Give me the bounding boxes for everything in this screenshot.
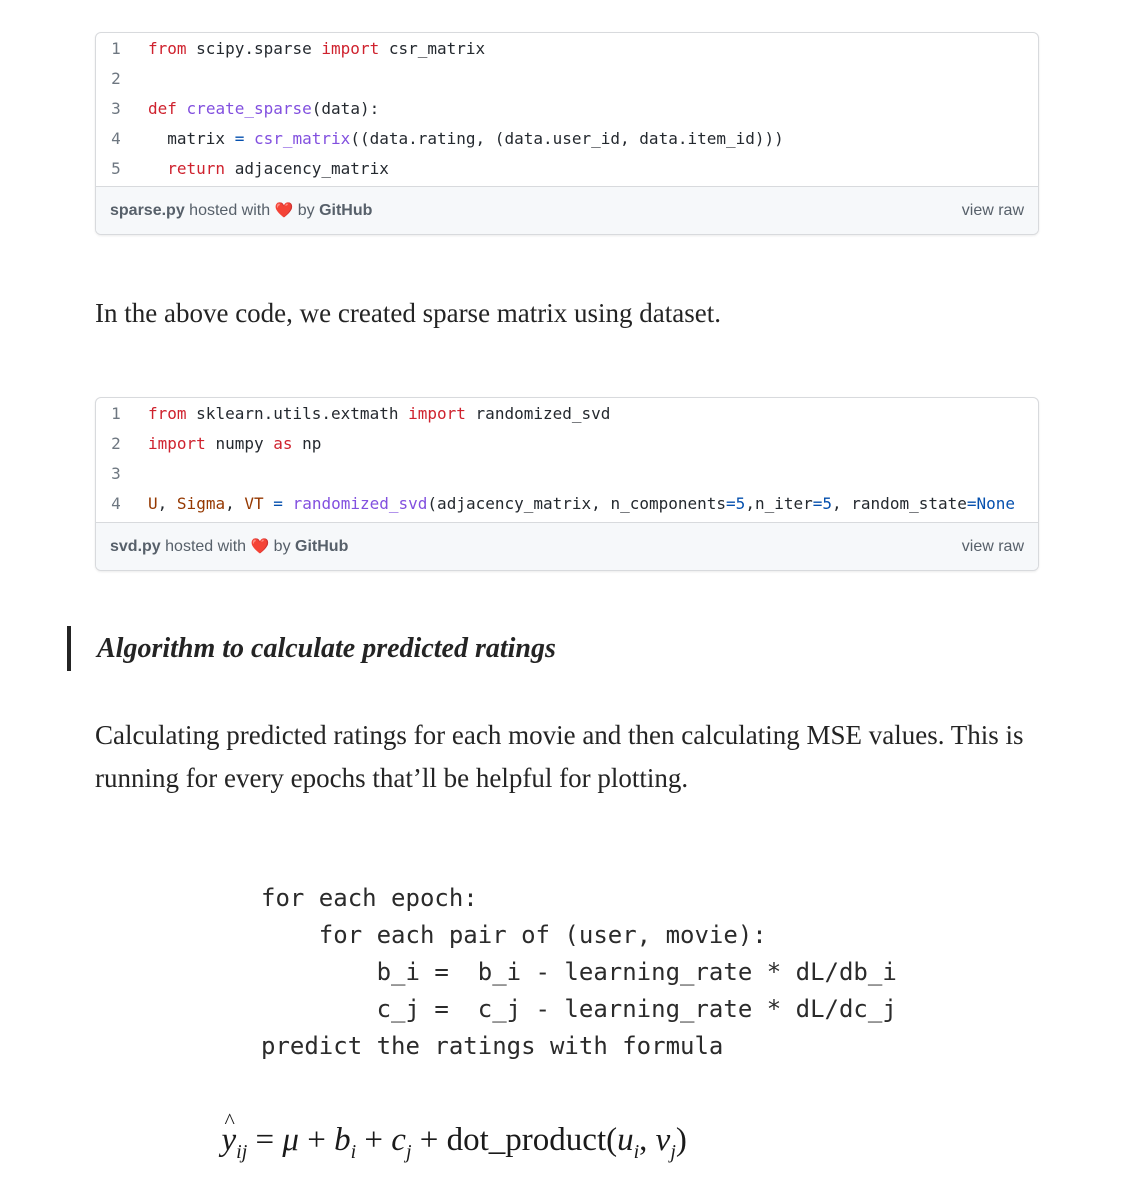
line-code: [136, 489, 1015, 519]
formula-sub: j: [670, 1141, 676, 1163]
code-token: U: [148, 494, 158, 513]
github-link[interactable]: GitHub: [295, 538, 349, 555]
code-token: adjacency_matrix: [234, 159, 389, 178]
hosted-with-text: hosted with: [189, 202, 271, 219]
code-token: matrix: [148, 129, 226, 148]
formula-v: v: [655, 1122, 671, 1158]
line-number: 5: [111, 159, 121, 178]
view-raw-link[interactable]: view raw: [961, 201, 1024, 219]
code-line: [96, 64, 1038, 94]
code-token: from: [148, 39, 187, 58]
gist-filename-link[interactable]: sparse.py: [110, 202, 185, 219]
line-code: [136, 94, 379, 124]
code-line: [96, 399, 1038, 429]
formula-close: ): [675, 1122, 687, 1158]
line-number: 1: [111, 39, 121, 58]
gist-embed-svd: [95, 397, 1039, 571]
formula-sub: i: [350, 1141, 357, 1163]
code-token: csr_matrix: [253, 129, 351, 148]
code-token: numpy: [215, 434, 264, 453]
gist-credit: [110, 537, 348, 556]
line-number: 4: [111, 129, 121, 148]
github-link[interactable]: GitHub: [319, 202, 373, 219]
code-token: ,: [225, 494, 235, 513]
code-token: =5: [726, 494, 746, 513]
pseudocode-line: for each epoch:: [261, 884, 478, 912]
prediction-formula: [205, 1085, 687, 1164]
code-token: (adjacency_matrix, n_components: [427, 494, 727, 513]
code-line: [96, 154, 1038, 184]
code-token: randomized_svd: [475, 404, 611, 423]
line-code: [136, 459, 148, 489]
line-number: 2: [111, 69, 121, 88]
formula-plus: +: [411, 1122, 447, 1158]
formula-comma: ,: [639, 1122, 656, 1158]
code-token: def: [148, 99, 177, 118]
code-token: scipy.sparse: [196, 39, 312, 58]
code-line: [96, 124, 1038, 154]
code-token: create_sparse: [186, 99, 312, 118]
code-token: import: [321, 39, 380, 58]
code-block: [96, 398, 1038, 519]
code-line: [96, 429, 1038, 459]
hosted-with-text: hosted with: [165, 538, 247, 555]
formula-sub: j: [405, 1141, 412, 1163]
pseudocode-line: b_i = b_i - learning_rate * dL/db_i: [261, 958, 897, 986]
paragraph: Calculating predicted ratings for each movie and then calculating MSE values. This is running for every epochs that’ll be helpful for plotting.: [95, 720, 1024, 793]
gist-footer: [96, 186, 1038, 234]
line-code: [136, 64, 148, 94]
code-token: import: [408, 404, 466, 423]
pseudocode-image: [261, 880, 897, 1065]
code-token: import: [148, 434, 206, 453]
code-token: ((data.rating, (data.user_id, data.item_id))): [350, 129, 784, 148]
code-token: np: [302, 434, 322, 453]
line-code: [136, 124, 784, 154]
code-token: (data):: [311, 99, 380, 118]
paragraph: In the above code, we created sparse matrix using dataset.: [95, 298, 721, 328]
heart-icon: ❤️: [274, 202, 294, 219]
code-token: ,: [157, 494, 168, 513]
code-token: =: [273, 494, 283, 513]
code-line: [96, 34, 1038, 64]
code-token: ,n_iter: [745, 494, 813, 513]
code-token: csr_matrix: [388, 39, 486, 58]
formula-u: u: [617, 1122, 634, 1158]
line-number: 3: [111, 464, 121, 483]
code-token: from: [148, 404, 187, 423]
formula-eq: =: [247, 1122, 283, 1158]
code-block: [96, 33, 1038, 184]
code-token: return: [148, 159, 226, 178]
formula-mu: μ: [282, 1122, 299, 1158]
code-line: [96, 459, 1038, 489]
code-token: sklearn.utils.extmath: [196, 404, 399, 423]
gist-footer: [96, 522, 1038, 570]
code-token: =5: [812, 494, 833, 513]
code-token: Sigma: [176, 494, 226, 513]
pseudocode-line: predict the ratings with formula: [261, 1032, 724, 1060]
code-token: , random_state: [832, 494, 967, 513]
formula-plus: +: [298, 1122, 335, 1158]
gist-credit: [110, 201, 372, 220]
pseudocode-line: for each pair of (user, movie):: [261, 921, 767, 949]
formula-sub: i: [633, 1141, 640, 1163]
code-line: [96, 489, 1038, 519]
by-text: by: [297, 202, 315, 219]
code-token: as: [273, 434, 293, 453]
code-token: randomized_svd: [292, 494, 428, 513]
code-token: =: [234, 129, 245, 148]
line-code: [136, 154, 389, 184]
section-heading: Algorithm to calculate predicted ratings: [67, 626, 556, 671]
gist-embed-sparse: [95, 32, 1039, 235]
gist-filename-link[interactable]: svd.py: [110, 538, 161, 555]
line-number: 1: [111, 404, 121, 423]
by-text: by: [273, 538, 291, 555]
line-code: [136, 34, 485, 64]
line-number: 2: [111, 434, 121, 453]
formula-plus: +: [356, 1122, 392, 1158]
formula-b: b: [334, 1122, 351, 1158]
pseudocode-line: c_j = c_j - learning_rate * dL/dc_j: [261, 995, 897, 1023]
code-line: [96, 94, 1038, 124]
code-token: =None: [966, 494, 1016, 513]
line-code: [136, 399, 610, 429]
line-number: 3: [111, 99, 121, 118]
formula-c: c: [391, 1122, 406, 1158]
heart-icon: ❤️: [250, 538, 270, 555]
formula-y-hat: ^ y: [222, 1122, 237, 1159]
formula-sub: ij: [236, 1141, 248, 1163]
code-token: VT: [244, 494, 264, 513]
formula-fn: dot_product(: [446, 1122, 618, 1158]
line-code: [136, 429, 321, 459]
line-number: 4: [111, 494, 121, 513]
view-raw-link[interactable]: view raw: [961, 537, 1024, 555]
